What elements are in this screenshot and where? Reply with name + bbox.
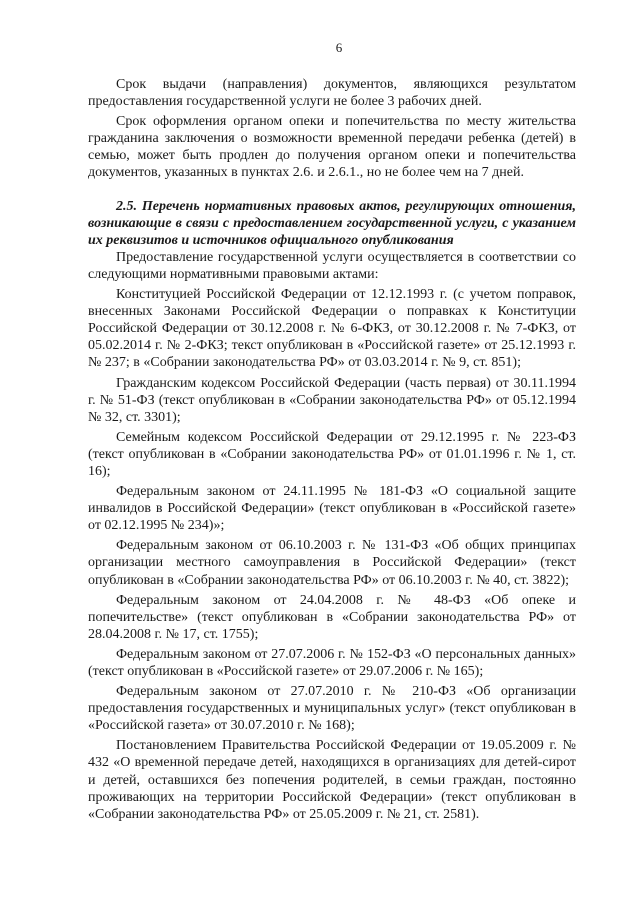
paragraph-conclusion-term: Срок оформления органом опеки и попечительства по месту жительства гражданина заключения о возможности временной передачи ребенка (детей) в семью, может быть продлен до получения органом опеки и попечительства документов, указанных в пунктах 2.6. и 2.6.1., но не более чем на 7 дней. (88, 114, 576, 181)
paragraph-intro: Предоставление государственной услуги осуществляется в соответствии со следующими нормативными правовыми актами: (88, 249, 576, 282)
paragraph-law-48: Федеральным законом от 24.04.2008 г. № 48-ФЗ «Об опеке и попечительстве» (текст опубликован в «Собрании законодательства РФ» от 28.04.2008 г. № 17, ст. 1755); (88, 592, 576, 642)
paragraph-resolution-432: Постановлением Правительства Российской Федерации от 19.05.2009 г. № 432 «О временной передаче детей, находящихся в организациях для детей-сирот и детей, оставшихся без попечения родителей, в семьи граждан, постоянно проживающих на территории Российской Федерации» (текст опубликован в «Собрании законодательства РФ» от 25.05.2009 г. № 21, ст. 2581). (88, 738, 576, 822)
paragraph-family-code: Семейным кодексом Российской Федерации от 29.12.1995 г. № 223-ФЗ (текст опубликован в «Собрании законодательства РФ» от 01.01.1996 г. № 1, ст. 16); (88, 429, 576, 479)
paragraph-issue-term: Срок выдачи (направления) документов, являющихся результатом предоставления государственной услуги не более 3 рабочих дней. (88, 77, 576, 110)
paragraph-law-210: Федеральным законом от 27.07.2010 г. № 210-ФЗ «Об организации предоставления государственных и муниципальных услуг» (текст опубликован в «Российской газета» от 30.07.2010 г. № 168); (88, 684, 576, 734)
paragraph-law-131: Федеральным законом от 06.10.2003 г. № 131-ФЗ «Об общих принципах организации местного самоуправления в Российской Федерации» (текст опубликован в «Собрании законодательства РФ» от 06.10.2003 г. № 40, ст. 3822); (88, 538, 576, 588)
paragraph-law-152: Федеральным законом от 27.07.2006 г. № 152-ФЗ «О персональных данных» (текст опубликован в «Российской газете» от 29.07.2006 г. № 165); (88, 646, 576, 679)
paragraph-civil-code: Гражданским кодексом Российской Федерации (часть первая) от 30.11.1994 г. № 51-ФЗ (текст опубликован в «Собрании законодательства РФ» от 05.12.1994 № 32, ст. 3301); (88, 375, 576, 425)
paragraph-constitution: Конституцией Российской Федерации от 12.12.1993 г. (с учетом поправок, внесенных Законами Российской Федерации о поправках к Конституции Российской Федерации от 30.12.2008 г. № 6-ФКЗ, от 30.12.2008 г. № 7-ФКЗ, от 05.02.2014 г. № 2-ФКЗ; текст опубликован в «Российской газете» от 25.12.1993 г. № 237; в «Собрании законодательства РФ» от 03.03.2014 г. № 9, ст. 851); (88, 287, 576, 371)
section-heading: 2.5. Перечень нормативных правовых актов, регулирующих отношения, возникающие в связи с предоставлением государственной услуги, с указанием их реквизитов и источников официального опубликования (88, 198, 576, 248)
paragraph-law-181: Федеральным законом от 24.11.1995 № 181-ФЗ «О социальной защите инвалидов в Российской Федерации» (текст опубликован в «Российской газете» от 02.12.1995 № 234)»; (88, 484, 576, 534)
page-number: 6 (335, 40, 343, 55)
